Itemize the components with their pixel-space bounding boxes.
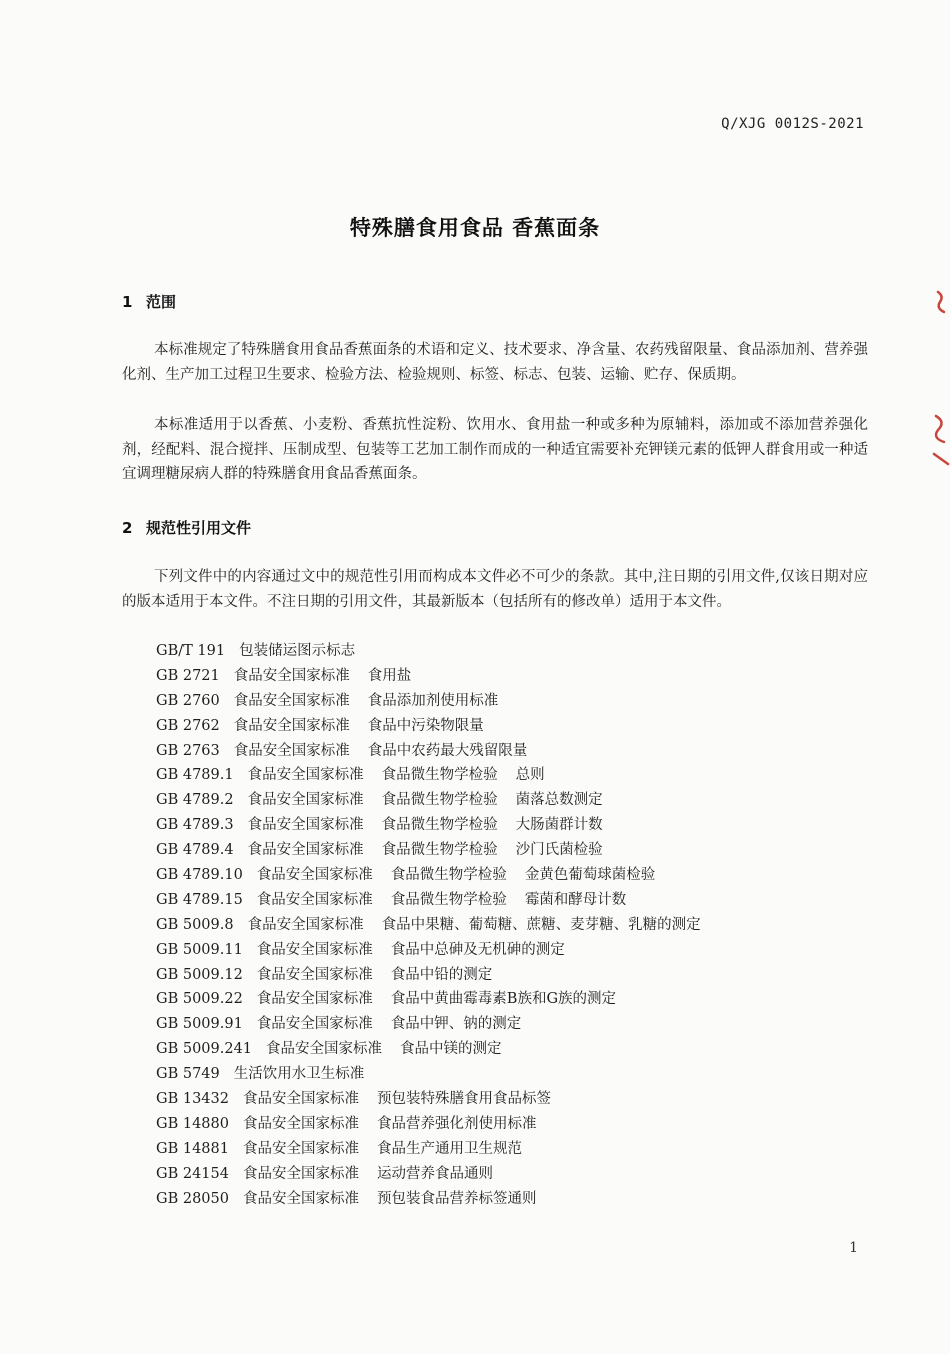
reference-title: 食品安全国家标准 xyxy=(247,792,364,809)
reference-title: 食品安全国家标准 xyxy=(242,1165,359,1182)
reference-detail: 金黄色葡萄球菌检验 xyxy=(524,867,656,884)
reference-title: 食品安全国家标准 xyxy=(256,941,373,958)
reference-item xyxy=(156,1187,719,1212)
reference-subtitle: 食品中果糖、葡萄糖、蔗糖、麦芽糖、乳糖的测定 xyxy=(381,916,701,933)
reference-title: 食品安全国家标准 xyxy=(242,1190,359,1207)
reference-item xyxy=(156,1087,719,1112)
reference-code: GB 5009.91 xyxy=(156,1016,243,1033)
reference-title: 食品安全国家标准 xyxy=(233,667,350,684)
reference-title: 食品安全国家标准 xyxy=(242,1091,359,1108)
standard-code: Q/XJG 0012S-2021 xyxy=(721,116,864,132)
reference-item xyxy=(156,788,719,813)
seal-fragment-icon xyxy=(930,408,950,468)
reference-subtitle: 食用盐 xyxy=(367,667,412,684)
reference-subtitle: 食品微生物学检验 xyxy=(381,792,498,809)
reference-code: GB 14880 xyxy=(156,1115,229,1132)
reference-title: 食品安全国家标准 xyxy=(247,842,364,859)
reference-detail: 沙门氏菌检验 xyxy=(515,842,603,859)
reference-title: 食品安全国家标准 xyxy=(247,767,364,784)
reference-item xyxy=(156,963,719,988)
reference-item xyxy=(156,813,719,838)
reference-code: GB 5009.22 xyxy=(156,991,243,1008)
reference-subtitle: 食品中污染物限量 xyxy=(367,717,484,734)
reference-title: 食品安全国家标准 xyxy=(256,991,373,1008)
reference-item xyxy=(156,639,719,664)
reference-code: GB 5749 xyxy=(156,1066,220,1083)
reference-detail: 菌落总数测定 xyxy=(515,792,603,809)
reference-item xyxy=(156,987,719,1012)
reference-subtitle: 食品微生物学检验 xyxy=(381,842,498,859)
section-1-heading xyxy=(122,291,176,312)
seal-fragment-icon xyxy=(930,286,950,320)
reference-code: GB 2721 xyxy=(156,667,220,684)
reference-item xyxy=(156,664,719,689)
reference-subtitle: 食品微生物学检验 xyxy=(381,817,498,834)
reference-subtitle: 运动营养食品通则 xyxy=(376,1165,493,1182)
reference-detail: 霉菌和酵母计数 xyxy=(524,891,627,908)
reference-item xyxy=(156,888,719,913)
reference-code: GB/T 191 xyxy=(156,643,226,659)
reference-subtitle: 食品添加剂使用标准 xyxy=(367,692,499,709)
reference-item xyxy=(156,763,719,788)
reference-item xyxy=(156,838,719,863)
reference-code: GB 4789.1 xyxy=(156,767,234,784)
reference-detail: 大肠菌群计数 xyxy=(515,817,603,834)
reference-item xyxy=(156,689,719,714)
reference-detail: 总则 xyxy=(515,767,545,784)
reference-code: GB 13432 xyxy=(156,1091,229,1108)
reference-title: 食品安全国家标准 xyxy=(233,717,350,734)
reference-code: GB 24154 xyxy=(156,1165,229,1182)
reference-item xyxy=(156,863,719,888)
reference-item xyxy=(156,1062,719,1087)
reference-title: 生活饮用水卫生标准 xyxy=(233,1066,365,1083)
reference-list xyxy=(156,639,719,1211)
page-number: 1 xyxy=(849,1240,858,1256)
section-2-heading xyxy=(122,517,251,538)
reference-item xyxy=(156,1112,719,1137)
reference-code: GB 4789.4 xyxy=(156,842,234,859)
reference-item xyxy=(156,739,719,764)
reference-code: GB 5009.12 xyxy=(156,966,243,983)
reference-item xyxy=(156,1162,719,1187)
reference-code: GB 4789.10 xyxy=(156,867,243,884)
reference-title: 食品安全国家标准 xyxy=(233,742,350,759)
reference-item xyxy=(156,1012,719,1037)
reference-code: GB 4789.3 xyxy=(156,817,234,834)
section-title: 规范性引用文件 xyxy=(146,519,252,537)
reference-code: GB 5009.11 xyxy=(156,941,243,958)
reference-subtitle: 食品中镁的测定 xyxy=(400,1041,502,1058)
reference-subtitle: 食品中农药最大残留限量 xyxy=(367,742,528,759)
reference-code: GB 2760 xyxy=(156,692,220,709)
reference-code: GB 4789.15 xyxy=(156,891,243,908)
reference-title: 食品安全国家标准 xyxy=(247,916,364,933)
reference-title: 食品安全国家标准 xyxy=(242,1140,359,1157)
reference-subtitle: 食品中总砷及无机砷的测定 xyxy=(390,941,565,958)
document-title: 特殊膳食用食品 香蕉面条 xyxy=(349,216,601,240)
reference-subtitle: 预包装食品营养标签通则 xyxy=(376,1190,537,1207)
reference-subtitle: 食品微生物学检验 xyxy=(381,767,498,784)
reference-item xyxy=(156,913,719,938)
reference-item xyxy=(156,1037,719,1062)
reference-subtitle: 食品中铅的测定 xyxy=(390,966,493,983)
reference-title: 食品安全国家标准 xyxy=(256,966,373,983)
reference-title: 食品安全国家标准 xyxy=(233,692,350,709)
reference-subtitle: 食品生产通用卫生规范 xyxy=(376,1140,522,1157)
section-title: 范围 xyxy=(146,293,177,311)
section-number: 2 xyxy=(122,519,133,537)
reference-title: 食品安全国家标准 xyxy=(242,1115,359,1132)
reference-title: 包装储运图示标志 xyxy=(239,643,356,659)
reference-code: GB 14881 xyxy=(156,1140,229,1157)
reference-item xyxy=(156,938,719,963)
reference-item xyxy=(156,714,719,739)
reference-subtitle: 食品中黄曲霉毒素B族和G族的测定 xyxy=(390,991,617,1008)
reference-code: GB 2763 xyxy=(156,742,220,759)
reference-code: GB 4789.2 xyxy=(156,792,234,809)
reference-title: 食品安全国家标准 xyxy=(256,891,373,908)
reference-subtitle: 食品营养强化剂使用标准 xyxy=(376,1115,537,1132)
reference-subtitle: 食品中钾、钠的测定 xyxy=(390,1016,522,1033)
reference-title: 食品安全国家标准 xyxy=(256,867,373,884)
reference-code: GB 5009.241 xyxy=(156,1041,253,1058)
reference-subtitle: 预包装特殊膳食用食品标签 xyxy=(376,1091,551,1108)
reference-title: 食品安全国家标准 xyxy=(247,817,364,834)
reference-subtitle: 食品微生物学检验 xyxy=(390,867,507,884)
reference-title: 食品安全国家标准 xyxy=(256,1016,373,1033)
reference-code: GB 28050 xyxy=(156,1190,229,1207)
section-number: 1 xyxy=(122,293,133,311)
normative-references-paragraph: 下列文件中的内容通过文中的规范性引用而构成本文件必不可少的条款。其中,注日期的引用文件,仅该日期对应的版本适用于本文件。不注日期的引用文件，其最新版本（包括所有的修改单）适用于本文件。 xyxy=(122,569,868,610)
scope-paragraph-1: 本标准规定了特殊膳食用食品香蕉面条的术语和定义、技术要求、净含量、农药残留限量、食品添加剂、营养强化剂、生产加工过程卫生要求、检验方法、检验规则、标签、标志、包装、运输、贮存、保质期。 xyxy=(122,342,868,383)
reference-code: GB 5009.8 xyxy=(156,916,234,933)
reference-item xyxy=(156,1137,719,1162)
reference-code: GB 2762 xyxy=(156,717,220,734)
scope-paragraph-2: 本标准适用于以香蕉、小麦粉、香蕉抗性淀粉、饮用水、食用盐一种或多种为原辅料，添加或不添加营养强化剂，经配料、混合搅拌、压制成型、包装等工艺加工制作而成的一种适宜需要补充钾镁元素的低钾人群食用或一种适宜调理糖尿病人群的特殊膳食用食品香蕉面条。 xyxy=(122,417,868,482)
reference-title: 食品安全国家标准 xyxy=(266,1041,383,1058)
reference-subtitle: 食品微生物学检验 xyxy=(390,891,507,908)
